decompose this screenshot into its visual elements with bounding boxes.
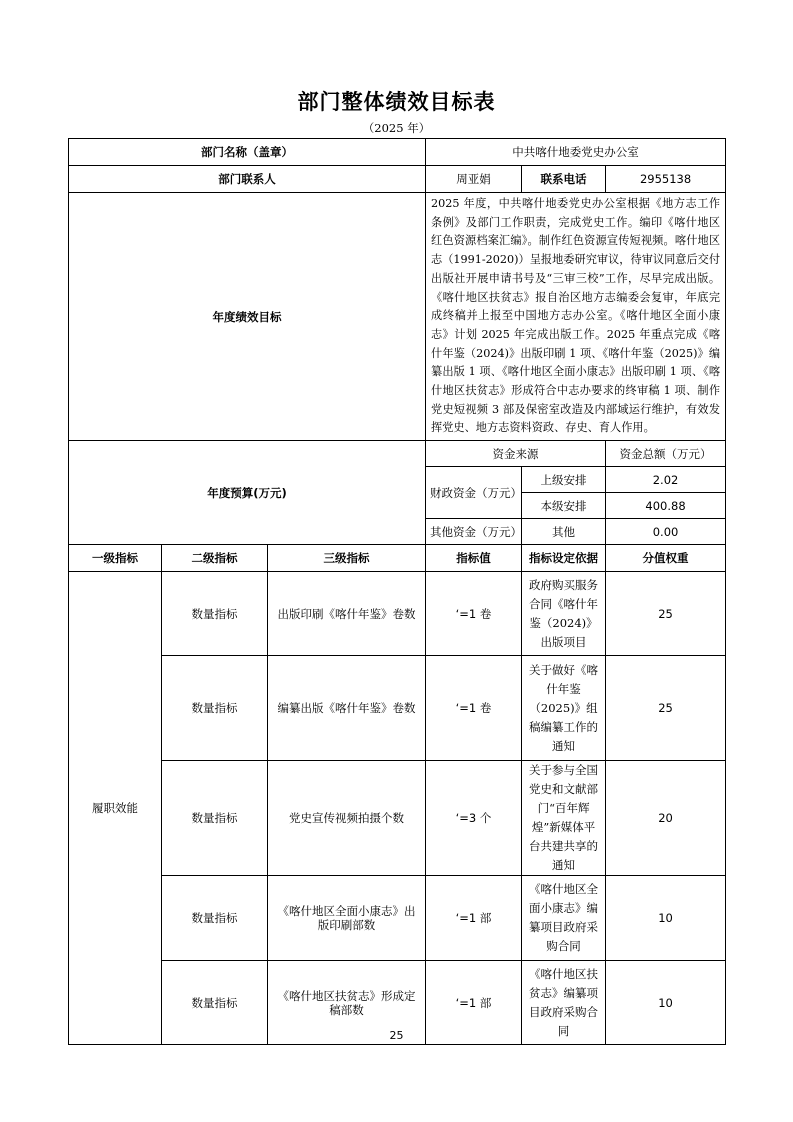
level3-indicator: 出版印刷《喀什年鉴》卷数 — [268, 572, 426, 656]
indicator-basis: 《喀什地区扶贫志》编纂项目政府采购合同 — [522, 961, 606, 1045]
header-level1: 一级指标 — [69, 545, 162, 572]
upper-arrangement-label: 上级安排 — [522, 467, 606, 493]
year-subtitle: （2025 年） — [362, 121, 431, 135]
phone-label: 联系电话 — [522, 166, 606, 193]
page-number: 25 — [389, 1029, 404, 1042]
header-basis: 指标设定依据 — [522, 545, 606, 572]
phone-value: 2955138 — [606, 166, 726, 193]
goal-text: 2025 年度，中共喀什地委党史办公室根据《地方志工作条例》及部门工作职责，完成党史工作。编印《喀什地区红色资源档案汇编》。制作红色资源宣传短视频。喀什地区志（1991-2020)）呈报地委研究审议，待审议同意后交付出版社开展申请书号及“三审三校”工作，尽早完成出版。《喀什地区扶贫志》报自治区地方志编委会复审，年底完成终稿并上报至中国地方志办公室。《喀什地区全面小康志》计划 2025 年完成出版工作。2025 年重点完成《喀什年鉴（2024)》出版印刷 1 项、《喀什年鉴（2025)》编纂出版 1 项、《喀什地区全面小康志》出版印刷 1 项、《喀什地区扶贫志》形成符合中志办要求的终审稿 1 项、制作党史短视频 3 部及保密室改造及内部域运行维护，有效发挥党史、地方志资料资政、存史、育人作用。 — [426, 193, 726, 441]
header-level2: 二级指标 — [162, 545, 268, 572]
local-arrangement-value: 400.88 — [606, 493, 726, 519]
header-value: 指标值 — [426, 545, 522, 572]
contact-value: 周亚娟 — [426, 166, 522, 193]
level3-indicator: 党史宣传视频拍摄个数 — [268, 761, 426, 876]
level2-indicator: 数量指标 — [162, 572, 268, 656]
budget-header-row — [69, 441, 726, 467]
indicator-header-row — [69, 545, 726, 572]
level2-indicator: 数量指标 — [162, 656, 268, 761]
level2-indicator: 数量指标 — [162, 876, 268, 961]
level3-indicator: 编纂出版《喀什年鉴》卷数 — [268, 656, 426, 761]
level3-indicator: 《喀什地区扶贫志》形成定稿部数 — [268, 961, 426, 1045]
performance-table — [68, 138, 726, 1045]
header-weight: 分值权重 — [606, 545, 726, 572]
indicator-value: ‘=1 部 — [426, 961, 522, 1045]
level3-indicator: 《喀什地区全面小康志》出版印刷部数 — [268, 876, 426, 961]
indicator-weight: 25 — [606, 572, 726, 656]
fiscal-funds-label: 财政资金（万元） — [426, 467, 522, 519]
level1-indicator: 履职效能 — [69, 572, 162, 1045]
table-row — [69, 876, 726, 961]
indicator-value: ‘=1 部 — [426, 876, 522, 961]
header-level3: 三级指标 — [268, 545, 426, 572]
goal-row — [69, 193, 726, 441]
indicator-value: ‘=1 卷 — [426, 656, 522, 761]
other-funds-label: 其他资金（万元） — [426, 519, 522, 545]
dept-name-value: 中共喀什地委党史办公室 — [426, 139, 726, 166]
contact-label: 部门联系人 — [69, 166, 426, 193]
table-row — [69, 572, 726, 656]
indicator-basis: 政府购买服务合同《喀什年鉴（2024)》出版项目 — [522, 572, 606, 656]
upper-arrangement-value: 2.02 — [606, 467, 726, 493]
level2-indicator: 数量指标 — [162, 761, 268, 876]
dept-contact-row — [69, 166, 726, 193]
indicator-weight: 25 — [606, 656, 726, 761]
indicator-value: ‘=3 个 — [426, 761, 522, 876]
dept-name-label: 部门名称（盖章） — [69, 139, 426, 166]
fund-source-header: 资金来源 — [426, 441, 606, 467]
indicator-basis: 关于做好《喀什年鉴（2025)》组稿编纂工作的通知 — [522, 656, 606, 761]
indicator-basis: 关于参与全国党史和文献部门“百年辉煌”新媒体平台共建共享的通知 — [522, 761, 606, 876]
indicator-basis: 《喀什地区全面小康志》编纂项目政府采购合同 — [522, 876, 606, 961]
dept-name-row — [69, 139, 726, 166]
indicator-weight: 20 — [606, 761, 726, 876]
local-arrangement-label: 本级安排 — [522, 493, 606, 519]
other-funds-value: 0.00 — [606, 519, 726, 545]
goal-label: 年度绩效目标 — [69, 193, 426, 441]
budget-label: 年度预算(万元) — [69, 441, 426, 545]
page-title: 部门整体绩效目标表 — [297, 90, 496, 114]
indicator-value: ‘=1 卷 — [426, 572, 522, 656]
indicator-weight: 10 — [606, 961, 726, 1045]
table-row — [69, 656, 726, 761]
fund-total-header: 资金总额（万元） — [606, 441, 726, 467]
level2-indicator: 数量指标 — [162, 961, 268, 1045]
table-row — [69, 761, 726, 876]
indicator-weight: 10 — [606, 876, 726, 961]
other-sub-label: 其他 — [522, 519, 606, 545]
